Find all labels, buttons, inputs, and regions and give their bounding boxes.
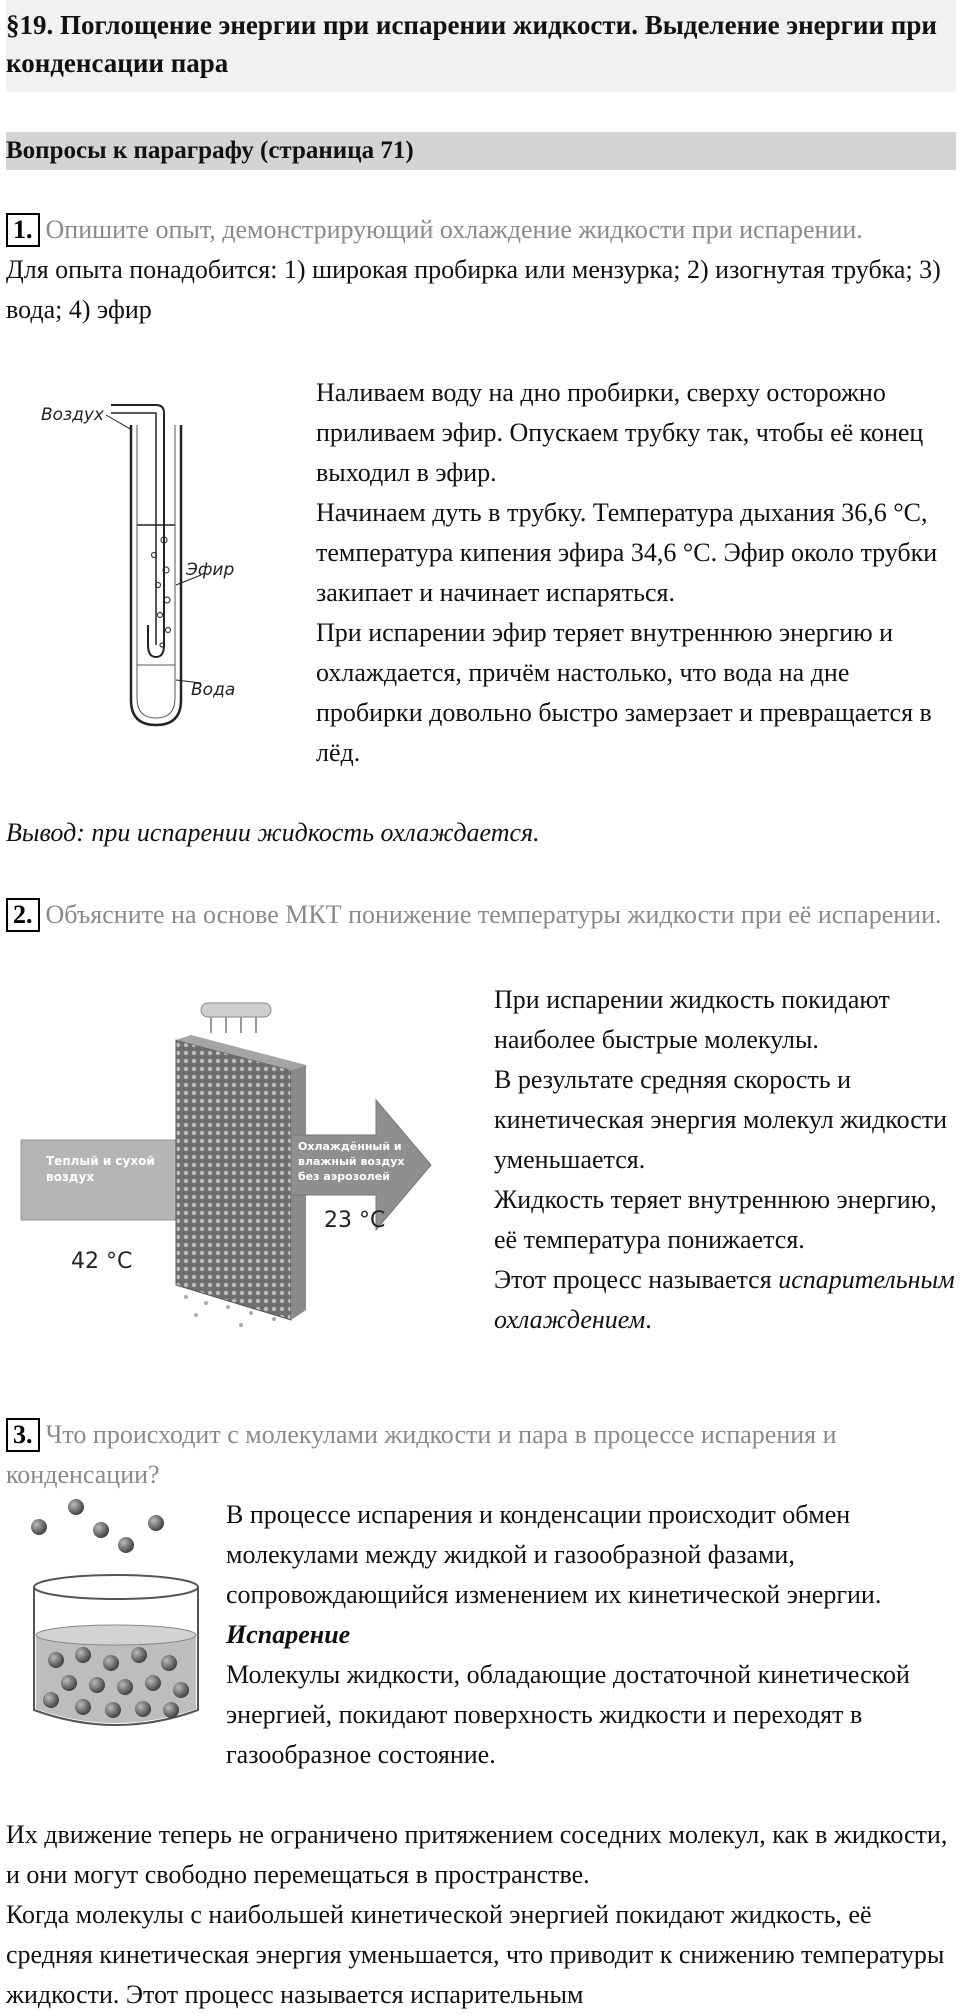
q1-needs: Для опыта понадобится: 1) широкая пробирка или мензурка; 2) изогнутая трубка; 3) вода; 4) эфир xyxy=(6,255,941,324)
q2-para2: В результате средняя скорость и кинетическая энергия молекул жидкости уменьшается. xyxy=(494,1065,948,1174)
q2-para4-suffix: . xyxy=(645,1305,652,1334)
q3-para1: В процессе испарения и конденсации происходит обмен молекулами между жидкой и газообразной фазами, сопровождающийся изменением их кинетической энергии. xyxy=(226,1500,882,1609)
q3-question-text: Что происходит с молекулами жидкости и пара в процессе испарения и конденсации? xyxy=(6,1420,837,1489)
test-tube-figure xyxy=(36,395,266,735)
q2-para1: При испарении жидкость покидают наиболее быстрые молекулы. xyxy=(494,985,890,1054)
q2-para3: Жидкость теряет внутреннюю энергию, её температура понижается. xyxy=(494,1185,937,1254)
page-title-text: §19. Поглощение энергии при испарении жидкости. Выделение энергии при конденсации пара xyxy=(6,10,937,78)
q1-block xyxy=(6,210,951,330)
q2-para4-term: испарительным охлаждением xyxy=(494,1265,955,1334)
fig-label-temp-in: 42 °C xyxy=(71,1249,133,1274)
q3-heading: Испарение xyxy=(226,1620,351,1649)
q3-para3: Их движение теперь не ограничено притяжением соседних молекул, как в жидкости, и они могут свободно перемещаться в пространстве. xyxy=(6,1820,948,1889)
q1-para3: При испарении эфир теряет внутреннюю энергию и охлаждается, причём настолько, что вода на дне пробирки довольно быстро замерзает и превращается в лёд. xyxy=(316,618,932,767)
fig-label-warm-2: воздух xyxy=(46,1170,95,1184)
q2-para4 xyxy=(494,1260,956,1340)
q3-continued xyxy=(6,1815,951,2015)
fig-label-water: Вода xyxy=(191,680,236,700)
q1-para2: Начинаем дуть в трубку. Температура дыхания 36,6 °C, температура кипения эфира 34,6 °C. Эфир около трубки закипает и начинает испаряться. xyxy=(316,498,938,607)
q3-para2: Молекулы жидкости, обладающие достаточной кинетической энергией, покидают поверхность жидкости и переходят в газообразное состояние. xyxy=(226,1660,910,1769)
fig-label-cool-1: Охлаждённый и xyxy=(298,1140,402,1153)
q1-description xyxy=(316,373,956,773)
q3-para4: Когда молекулы с наибольшей кинетической энергией покидают жидкость, её средняя кинетическая энергия уменьшается, что приводит к снижению температуры жидкости. Этот процесс называется испарительным xyxy=(6,1900,945,2009)
beaker-molecules-figure xyxy=(21,1495,211,1745)
evaporative-cooler-figure xyxy=(6,985,466,1335)
section-header xyxy=(6,132,956,170)
fig-label-air: Воздух xyxy=(41,405,104,425)
q2-para4-prefix: Этот процесс называется xyxy=(494,1265,779,1294)
fig-label-cool-2: влажный воздух xyxy=(298,1155,405,1168)
q3-number: 3. xyxy=(6,1418,40,1452)
q1-para1: Наливаем воду на дно пробирки, сверху осторожно приливаем эфир. Опускаем трубку так, чтобы её конец выходил в эфир. xyxy=(316,378,924,487)
fig-label-temp-out: 23 °C xyxy=(324,1208,386,1233)
page-title xyxy=(6,0,956,92)
q2-description xyxy=(494,980,956,1340)
fig-label-cool-3: без аэрозолей xyxy=(298,1170,390,1183)
q2-question xyxy=(6,895,951,935)
fig-label-ether: Эфир xyxy=(186,560,235,580)
section-header-text: Вопросы к параграфу (страница 71) xyxy=(6,137,414,164)
q1-question-text: Опишите опыт, демонстрирующий охлаждение жидкости при испарении. xyxy=(45,215,863,244)
q1-question xyxy=(6,210,951,250)
q1-number: 1. xyxy=(6,213,40,247)
q2-number: 2. xyxy=(6,898,40,932)
q3-description xyxy=(226,1495,956,1775)
q1-conclusion: Вывод: при испарении жидкость охлаждается. xyxy=(6,818,540,847)
q3-question xyxy=(6,1415,951,1495)
page xyxy=(6,0,956,2009)
fig-label-warm-1: Теплый и сухой xyxy=(46,1154,155,1168)
q2-question-text: Объясните на основе МКТ понижение температуры жидкости при её испарении. xyxy=(45,900,942,929)
